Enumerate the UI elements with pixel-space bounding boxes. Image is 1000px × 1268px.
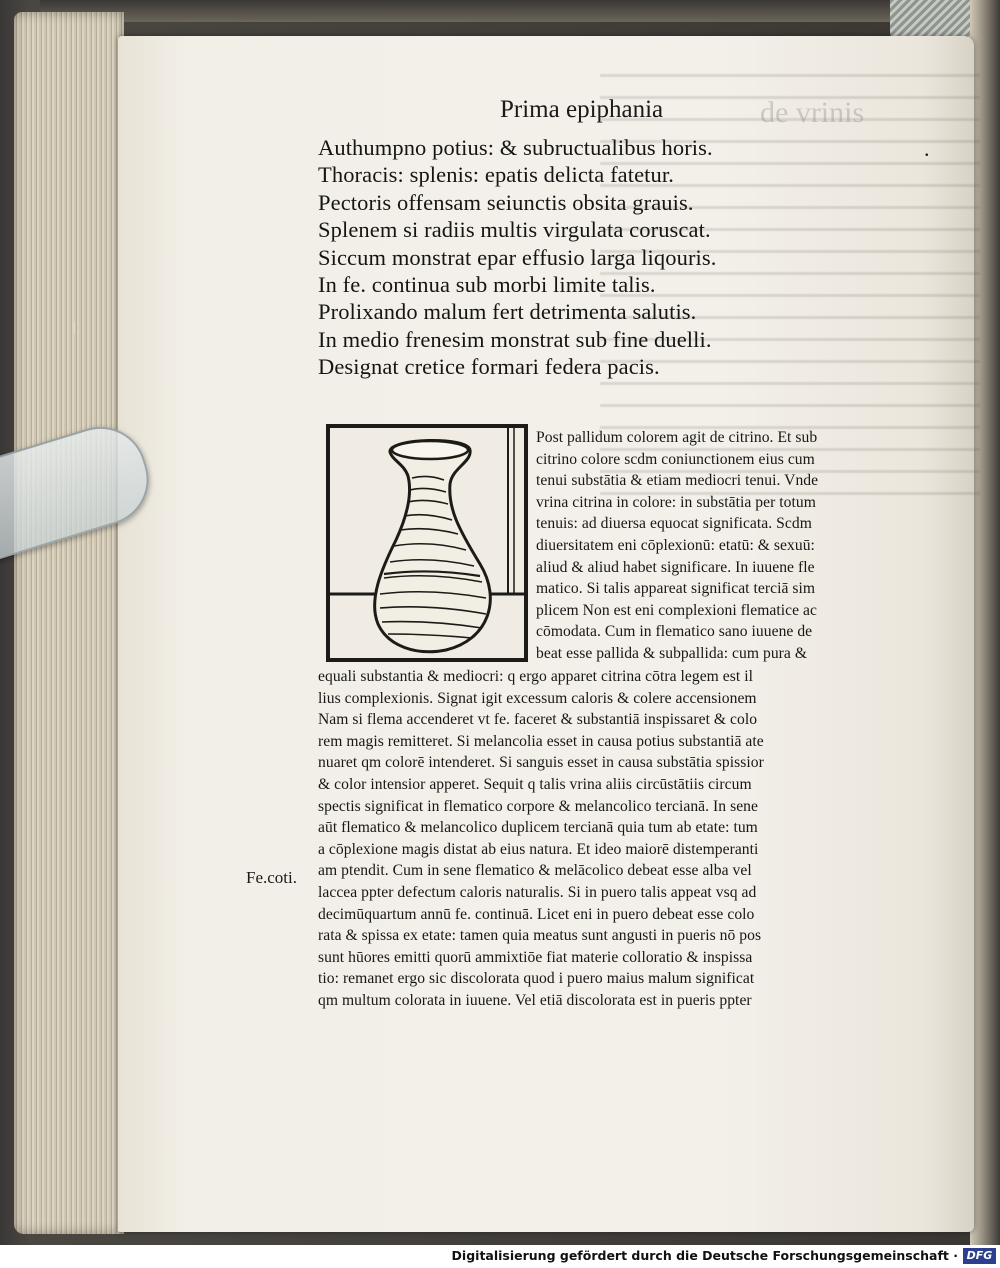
text-line: Post pallidum colorem agit de citrino. Et sub	[536, 429, 818, 446]
text-line: equali substantia & mediocri: q ergo apparet citrina cōtra legem est il	[318, 668, 753, 685]
verse-line: Designat cretice formari federa pacis.	[318, 354, 660, 380]
text-line: sunt hūores emitti quorū ammixtiōe fiat materie colloratio & inspissa	[318, 948, 753, 966]
text-line: tenuis: ad diuersa equocat significata. Scdm	[536, 515, 812, 533]
text-line: citrino colore scdm coniunctionem eius cum	[536, 450, 815, 468]
text-line: spectis significat in flematico corpore & melancolico tercianā. In sene	[318, 797, 758, 815]
text-line: a cōplexione magis distat ab eius natura. Et ideo maiorē distemperanti	[318, 840, 759, 858]
text-line: beat esse pallida & subpallida: cum pura &	[536, 644, 808, 662]
verse-line: Prolixando malum fert detrimenta salutis.	[318, 299, 697, 325]
text-line: laccea ppter defectum caloris naturalis. Si in puero talis appeat vsq ad	[318, 883, 757, 901]
body-text-right	[536, 427, 934, 665]
body-text-full	[318, 666, 936, 1012]
page-header: Prima epiphania	[500, 96, 664, 123]
footer-text: Digitalisierung gefördert durch die Deutsche Forschungsgemeinschaft ·	[451, 1248, 958, 1263]
margin-dot: .	[924, 136, 930, 161]
dfg-logo: DFG	[963, 1248, 996, 1264]
verse-line: Splenem si radiis multis virgulata coruscat.	[318, 217, 711, 243]
text-line: Nam si flema accenderet vt fe. faceret & substantiā inspissaret & colo	[318, 711, 758, 729]
verse-line: Authumpno potius: & subructualibus horis.	[318, 135, 713, 160]
text-line: rem magis remitteret. Si melancolia esset in causa potius substantiā ate	[318, 732, 764, 750]
margin-note: Fe.coti.	[246, 868, 297, 887]
footer-banner	[0, 1245, 1000, 1268]
verse-line: Siccum monstrat epar effusio larga liqouris.	[318, 244, 717, 270]
text-line: tio: remanet ergo sic discolorata quod i puero maius malum significat	[318, 970, 755, 988]
verse-line: In medio frenesim monstrat sub fine duelli.	[318, 326, 712, 352]
text-line: & color intensior apperet. Sequit q talis vrina aliis circūstātiis circum	[318, 775, 752, 793]
text-line: rata & spissa ex etate: tamen quia meatus sunt angusti in pueris nō pos	[318, 927, 762, 945]
woodcut-illustration	[326, 424, 528, 662]
text-line: tenui substātia & etiam mediocri tenui. Vnde	[536, 472, 819, 490]
page-edge-mark: |	[73, 320, 76, 335]
verse-line: Pectoris offensam seiunctis obsita grauis.	[318, 189, 694, 215]
text-line: diuersitatem eni cōplexionū: etatū: & sexuū:	[536, 536, 815, 554]
text-line: cōmodata. Cum in flematico sano iuuene de	[536, 623, 813, 641]
text-line: nuaret qm colorē intenderet. Si sanguis esset in causa substātia spissior	[318, 754, 764, 772]
text-line: am ptendit. Cum in sene flematico & melācolico debeat esse alba vel	[318, 862, 752, 880]
text-line: aūt flematico & melancolico duplicem tercianā quia tum ab etate: tum	[318, 819, 758, 837]
text-line: vrina citrina in colore: in substātia per totum	[536, 493, 816, 511]
text-line: matico. Si talis appareat significat terciā sim	[536, 580, 816, 598]
book-top-edge	[40, 0, 940, 22]
text-line: decimūquartum annū fe. continuā. Licet eni in puero debeat esse colo	[318, 905, 755, 923]
bleed-through-title: de vrinis	[760, 96, 865, 129]
urine-flask-icon	[330, 428, 524, 658]
text-line: plicem Non est eni complexioni flematice ac	[536, 601, 818, 619]
verse-line: Thoracis: splenis: epatis delicta fatetur.	[318, 162, 674, 188]
text-line: aliud & aliud habet significare. In iuuene fle	[536, 558, 815, 576]
verse-block	[318, 134, 858, 381]
verse-line: In fe. continua sub morbi limite talis.	[318, 271, 656, 297]
page-stack-edges	[14, 12, 124, 1234]
text-line: qm multum colorata in iuuene. Vel etiā discolorata est in pueris ppter	[318, 991, 752, 1009]
text-line: lius complexionis. Signat igit excessum caloris & colere accensionem	[318, 689, 757, 707]
